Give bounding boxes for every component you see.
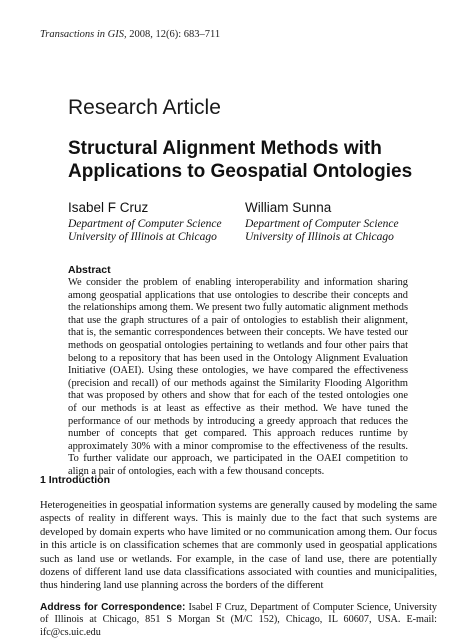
introduction-text: Heterogeneities in geospatial information systems are generally caused by modeling the same aspects of reality in different ways. This is mainly due to the fact that such systems are developed by domain experts who have limited or no communication among them. Our focus in this article is on classification schemes that are commonly used in geospatial applications such as land use or wetlands. For example, in the case of land use, there are potentially dozens of different land use data classifications associated with counties and municipalities, thus hindering land use planning across the borders of the different [40, 500, 437, 592]
correspondence-footer [40, 602, 437, 639]
correspondence-label: Address for Correspondence: [40, 602, 186, 613]
author-department: Department of Computer Science [245, 217, 399, 230]
author-block [245, 201, 399, 245]
abstract-text: We consider the problem of enabling interoperability and information sharing among geospatial applications that use ontologies to describe their concepts and the relationships among them. We present two fully automatic alignment methods that use the graph structures of a pair of ontologies to establish their alignment, that is, the semantic correspondences between their concepts. We have tested our methods on geospatial ontologies pertaining to wetlands and four other pairs that belong to a repository that has been used in the Ontology Alignment Evaluation Initiative (OAEI). Using these ontologies, we have compared the effectiveness (precision and recall) of our methods against the Similarity Flooding Algorithm that was proposed by others and show that for each of the tested ontologies one of our methods is at least as effective as their method. We have tuned the performance of our methods by introducing a greedy approach that reduces the number of concepts that get compared. This approach reduces runtime by approximately 30% with a minor compromise to the effectiveness of the results. To further validate our approach, we participated in the OAEI competition to align a pair of ontologies, each with a few thousand concepts. [68, 277, 408, 477]
correspondence-text: Isabel F Cruz, Department of Computer Science, University of Illinois at Chicago, 851 S Morgan St (M/C 152), Chicago, IL 60607, USA. E-mail: ifc@cs.uic.edu [40, 602, 437, 638]
article-type-label: Research Article [68, 96, 221, 119]
abstract-heading: Abstract [68, 264, 111, 276]
journal-reference [40, 29, 220, 40]
author-university: University of Illinois at Chicago [245, 231, 394, 243]
author-block [68, 201, 222, 245]
journal-details: 2008, 12(6): 683–711 [126, 29, 221, 40]
author-university: University of Illinois at Chicago [68, 231, 217, 243]
author-name: Isabel F Cruz [68, 200, 149, 215]
paper-title: Structural Alignment Methods with Applications to Geospatial Ontologies [68, 138, 413, 182]
author-name: William Sunna [245, 200, 332, 215]
introduction-heading: 1 Introduction [40, 474, 110, 486]
author-department: Department of Computer Science [68, 217, 222, 230]
journal-name: Transactions in GIS, [40, 29, 127, 40]
